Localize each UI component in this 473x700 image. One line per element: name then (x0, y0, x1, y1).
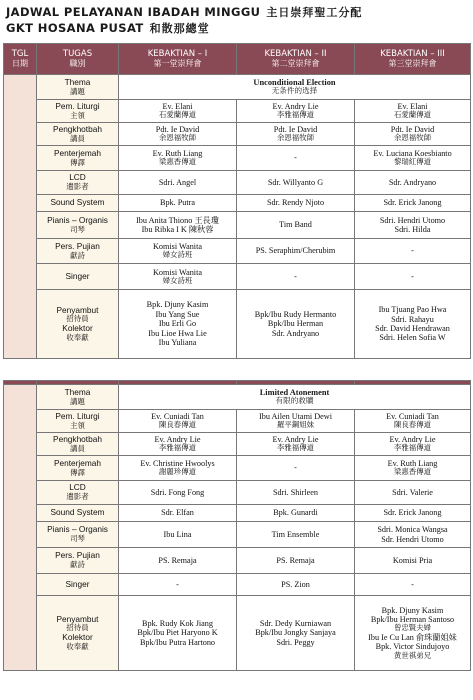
singer-s1 (119, 264, 237, 290)
table-row (4, 385, 471, 410)
person-name-chinese: 謝麗珍傳道 (159, 467, 196, 477)
church-name-text: GKT HOSANA PUSAT (6, 21, 144, 35)
role-kolektor-label: Kolektor (62, 632, 93, 642)
theme-chinese: 有限的救贖 (275, 396, 314, 406)
table-row (4, 212, 471, 239)
khotbah-s3 (355, 123, 471, 146)
pianis-s3 (355, 522, 471, 548)
person-name: Ibu Yuliana (158, 338, 197, 348)
pujian-s3: Komisi Pria (355, 548, 471, 574)
schedule-table-next-week (3, 380, 471, 671)
table-row (4, 548, 471, 574)
header-tgl (4, 44, 37, 75)
role-liturgi-chinese: 主領 (70, 420, 85, 430)
sambut-s1 (119, 596, 237, 671)
church-name (6, 20, 210, 36)
person-name-chinese: 石愛蘭傳道 (394, 110, 431, 120)
role-khotbah (37, 123, 119, 146)
lcd-s3: Sdr. Andryano (355, 171, 471, 195)
role-pujian-label: Pers. Pujian (55, 240, 100, 251)
jemah-s3 (355, 456, 471, 481)
role-thema (37, 385, 119, 410)
lcd-s1: Sdri. Angel (119, 171, 237, 195)
sound-s2: Bpk. Gunardi (237, 505, 355, 522)
pianis-s1 (119, 212, 237, 239)
sambut-s2 (237, 596, 355, 671)
person-name-chinese: 李雅福傳道 (277, 110, 314, 120)
person-name: Bpk. Djuny Kasim (146, 300, 209, 310)
person-name-chinese: 李雅福傳道 (277, 443, 314, 453)
sound-s2: Sdr. Rendy Njoto (237, 195, 355, 212)
table-row (4, 171, 471, 195)
lcd-s2: Sdri. Shirleen (237, 481, 355, 505)
lcd-s2: Sdr. Willyanto G (237, 171, 355, 195)
pianis-s3 (355, 212, 471, 239)
table-row (4, 100, 471, 123)
role-jemah-chinese: 傳譯 (70, 467, 85, 477)
jemah-s1 (119, 456, 237, 481)
pianis-s2: Tim Ensemble (237, 522, 355, 548)
person-name: Ev. Ruth Liang (152, 149, 203, 159)
role-sound: Sound System (37, 195, 119, 212)
table-row (4, 410, 471, 433)
role-pianis-chinese: 司琴 (70, 224, 85, 234)
role-jemah-label: Penterjemah (53, 457, 102, 468)
person-name: Ev. Andry Lie (272, 435, 319, 445)
header-service-1-label: KEBAKTIAN – I (147, 48, 208, 59)
sambut-s1 (119, 290, 237, 359)
person-name-chinese: 黎瑞紅傳道 (394, 157, 431, 167)
role-thema-label: Thema (64, 76, 91, 87)
table-row (4, 596, 471, 671)
person-name: Ibu Lioe Hwa Lie (148, 328, 207, 338)
role-pianis (37, 522, 119, 548)
header-service-2-label: KEBAKTIAN – II (264, 48, 327, 59)
role-sambut-label: Penyambut (56, 304, 99, 315)
sound-s3: Sdr. Erick Janong (355, 195, 471, 212)
role-sambut-chinese: 招待員 (66, 623, 89, 633)
person-name: Ev. Elani (162, 102, 193, 112)
person-name-chinese: 黄世祺弟兄 (394, 650, 431, 660)
sambut-s3 (355, 596, 471, 671)
person-name: Bpk. Victor Sindujoyo (375, 642, 450, 652)
role-lcd (37, 481, 119, 505)
role-sambut (37, 596, 119, 671)
sound-s1: Sdr. Elfan (119, 505, 237, 522)
group-name-chinese: 婦女詩班 (162, 250, 193, 260)
person-name-chinese: 梁惠香傳道 (394, 467, 431, 477)
person-name: Bpk/Ibu Herman (267, 319, 324, 329)
singer-s2: PS. Zion (237, 574, 355, 596)
role-thema-chinese: 講題 (70, 396, 85, 406)
person-name: Sdri. Monica Wangsa (377, 525, 448, 535)
role-pianis (37, 212, 119, 239)
liturgi-s3 (355, 410, 471, 433)
pianis-s1: Ibu Lina (119, 522, 237, 548)
lcd-s1: Sdri. Fong Fong (119, 481, 237, 505)
group-name-chinese: 婦女詩班 (162, 275, 193, 285)
singer-s3: - (355, 264, 471, 290)
liturgi-s2 (237, 100, 355, 123)
person-name: Ev. Ruth Liang (387, 459, 438, 469)
role-khotbah-chinese: 講員 (70, 443, 85, 453)
person-name: Sdr. David Hendrawan (375, 324, 450, 333)
person-name: Sdr. Dedy Kurniawan (259, 618, 332, 628)
table-row (4, 433, 471, 456)
person-name: Ibu Ie Cu Lan 俞珠蘭姐妹 (368, 633, 457, 642)
pujian-s1 (119, 239, 237, 264)
person-name: Ibu Anita Thiono 王長瓊 (136, 215, 219, 225)
person-name: Sdri. Rahayu (391, 314, 434, 324)
person-name-chinese: 余恩福牧師 (394, 133, 431, 143)
role-pujian-label: Pers. Pujian (55, 550, 100, 561)
jemah-s3 (355, 146, 471, 171)
liturgi-s3 (355, 100, 471, 123)
sound-s1: Bpk. Putra (119, 195, 237, 212)
table-row (4, 146, 471, 171)
person-name: Bpk. Rudy Kok Jiang (142, 618, 213, 628)
person-name: Ibu Tjuang Pao Hwa (378, 305, 447, 315)
theme-title: Unconditional Election (253, 77, 336, 87)
liturgi-s2 (237, 410, 355, 433)
header-tugas (37, 44, 119, 75)
person-name: Ibu Erli Go (158, 319, 197, 329)
person-name-chinese: 陳良春傳道 (394, 420, 431, 430)
person-name-chinese: 余恩福牧師 (277, 133, 314, 143)
role-sambut-chinese: 招待員 (66, 314, 89, 324)
table-row (4, 195, 471, 212)
person-name-chinese: 余恩福牧師 (159, 133, 196, 143)
theme-cell (119, 385, 471, 410)
role-pujian (37, 239, 119, 264)
person-name-chinese: 羅平鋼姐妹 (277, 420, 314, 430)
person-name: Ev. Cuniadi Tan (386, 412, 439, 422)
header-service-3-label: KEBAKTIAN – III (380, 48, 445, 59)
role-liturgi (37, 100, 119, 123)
person-name-chinese: 李雅福傳道 (159, 443, 196, 453)
person-name: Ev. Luciana Koesbianto (373, 149, 452, 159)
header-service-2-chinese: 第二堂崇拜會 (271, 59, 320, 69)
role-pianis-chinese: 司琴 (70, 534, 85, 543)
schedule-title-text: JADWAL PELAYANAN IBADAH MINGGU (6, 5, 261, 19)
person-name-chinese: 曾忠賢夫婦 (394, 623, 431, 633)
sambut-s3 (355, 290, 471, 359)
person-name-chinese: 李雅福傳道 (394, 443, 431, 453)
person-name: Sdri. Peggy (276, 637, 315, 647)
role-sambut (37, 290, 119, 359)
table-row (4, 574, 471, 596)
role-khotbah-chinese: 講員 (70, 133, 85, 143)
person-name: Ev. Andry Lie (154, 435, 201, 445)
role-liturgi-label: Pem. Liturgi (55, 100, 100, 111)
role-lcd (37, 171, 119, 195)
group-name: Komisi Wanita (153, 242, 202, 252)
role-jemah-label: Penterjemah (53, 147, 102, 158)
singer-s3: - (355, 574, 471, 596)
role-pujian (37, 548, 119, 574)
role-lcd-chinese: 遺影者 (66, 182, 89, 191)
table-row (4, 456, 471, 481)
role-khotbah-label: Pengkhotbah (53, 123, 102, 134)
header-tugas-chinese: 職別 (69, 59, 86, 69)
role-kolektor-chinese: 收奉獻 (66, 332, 89, 342)
pujian-s1: PS. Remaja (119, 548, 237, 574)
role-jemah-chinese: 傳譯 (70, 157, 85, 167)
person-name: Ev. Andry Lie (389, 435, 436, 445)
sound-s3: Sdr. Erick Janong (355, 505, 471, 522)
person-name: Sdri. Helen Sofia W (379, 333, 446, 343)
person-name: Bpk/Ibu Herman Santoso (370, 615, 455, 625)
role-thema-chinese: 講題 (70, 86, 85, 96)
table-row (4, 481, 471, 505)
header-service-2 (237, 44, 355, 75)
jemah-s2 (237, 146, 355, 171)
person-name: Bpk/Ibu Jongky Sanjaya (255, 628, 336, 638)
role-jemah (37, 456, 119, 481)
person-name: Ibu Ailen Utami Dewi (259, 412, 332, 422)
khotbah-s1 (119, 123, 237, 146)
singer-s1: - (119, 574, 237, 596)
person-name: Sdri. Hendri Utomo (379, 215, 446, 225)
header-tgl-chinese: 日期 (12, 59, 28, 69)
role-lcd-chinese: 遺影者 (66, 492, 89, 501)
person-name: Pdt. Ie David (390, 125, 435, 135)
pujian-s2: PS. Remaja (237, 548, 355, 574)
jemah-s1 (119, 146, 237, 171)
table-row (4, 239, 471, 264)
pianis-s2: Tim Band (237, 212, 355, 239)
role-singer: Singer (37, 264, 119, 290)
date-cell-next-week (4, 385, 37, 671)
theme-cell (119, 75, 471, 100)
role-liturgi-chinese: 主領 (70, 110, 85, 120)
liturgi-s1 (119, 410, 237, 433)
header-service-3-chinese: 第三堂崇拜會 (388, 59, 437, 69)
person-name: Bpk/Ibu Piet Haryono K (137, 628, 218, 638)
role-liturgi (37, 410, 119, 433)
khotbah-s3 (355, 433, 471, 456)
lcd-s3: Sdri. Valerie (355, 481, 471, 505)
role-kolektor-chinese: 收奉獻 (66, 641, 89, 651)
role-sound: Sound System (37, 505, 119, 522)
person-name: Bpk/Ibu Rudy Hermanto (254, 309, 337, 319)
table-row (4, 75, 471, 100)
role-kolektor-label: Kolektor (62, 323, 93, 333)
person-name: Ev. Cuniadi Tan (151, 412, 204, 422)
person-name: Ev. Christine Hwoolys (140, 459, 215, 469)
role-pujian-chinese: 獻詩 (70, 250, 85, 260)
header-service-1-chinese: 第一堂崇拜會 (153, 59, 202, 69)
khotbah-s2 (237, 123, 355, 146)
role-khotbah-label: Pengkhotbah (53, 433, 102, 444)
empty-value: - (294, 153, 297, 163)
person-name: Ibu Ribka I K 陳秋蓉 (141, 225, 214, 234)
role-jemah (37, 146, 119, 171)
person-name: Bpk/Ibu Putra Hartono (139, 637, 216, 647)
person-name: Pdt. Ie David (273, 125, 318, 135)
singer-s2: - (237, 264, 355, 290)
person-name: Bpk. Djuny Kasim (381, 605, 444, 615)
role-lcd-label: LCD (69, 172, 86, 183)
role-singer: Singer (37, 574, 119, 596)
role-khotbah (37, 433, 119, 456)
table-row (4, 505, 471, 522)
header-service-1 (119, 44, 237, 75)
header-tugas-label: TUGAS (62, 48, 93, 59)
role-sambut-label: Penyambut (56, 613, 99, 624)
table-row (4, 522, 471, 548)
theme-title: Limited Atonement (259, 387, 330, 397)
person-name: Sdri. Hilda (394, 225, 431, 234)
header-service-3 (355, 44, 471, 75)
pujian-s2: PS. Seraphim/Cherubim (237, 239, 355, 264)
pujian-s3: - (355, 239, 471, 264)
person-name: Pdt. Ie David (155, 125, 200, 135)
liturgi-s1 (119, 100, 237, 123)
person-name: Sdr. Andryano (271, 328, 320, 338)
schedule-title-chinese: 主日崇拜聖工分配 (266, 6, 363, 19)
role-thema (37, 75, 119, 100)
group-name: Komisi Wanita (153, 267, 202, 277)
khotbah-s1 (119, 433, 237, 456)
khotbah-s2 (237, 433, 355, 456)
person-name-chinese: 陳良春傳道 (159, 420, 196, 430)
role-pianis-label: Pianis – Organis (47, 524, 108, 535)
date-cell-today (4, 75, 37, 359)
person-name: Ibu Yang Sue (155, 309, 200, 319)
schedule-title (6, 4, 362, 20)
church-name-chinese: 和散那總堂 (149, 22, 210, 35)
table-row (4, 264, 471, 290)
table-row (4, 123, 471, 146)
role-lcd-label: LCD (69, 482, 86, 493)
header-tgl-label: TGL (11, 48, 29, 59)
role-pujian-chinese: 獻詩 (70, 560, 85, 569)
schedule-table-today (3, 43, 471, 359)
theme-chinese: 无条件的选择 (271, 86, 318, 96)
table-row (4, 290, 471, 359)
sambut-s2 (237, 290, 355, 359)
role-thema-label: Thema (64, 386, 91, 397)
person-name-chinese: 石愛蘭傳道 (159, 110, 196, 120)
person-name: Ev. Elani (397, 102, 428, 112)
role-pianis-label: Pianis – Organis (47, 214, 108, 225)
role-liturgi-label: Pem. Liturgi (55, 410, 100, 421)
table-header-row (4, 44, 471, 75)
person-name-chinese: 梁惠香傳道 (159, 157, 196, 167)
jemah-s2: - (237, 456, 355, 481)
person-name: Ev. Andry Lie (272, 102, 319, 112)
person-name: Sdr. Hendri Utomo (381, 534, 444, 544)
